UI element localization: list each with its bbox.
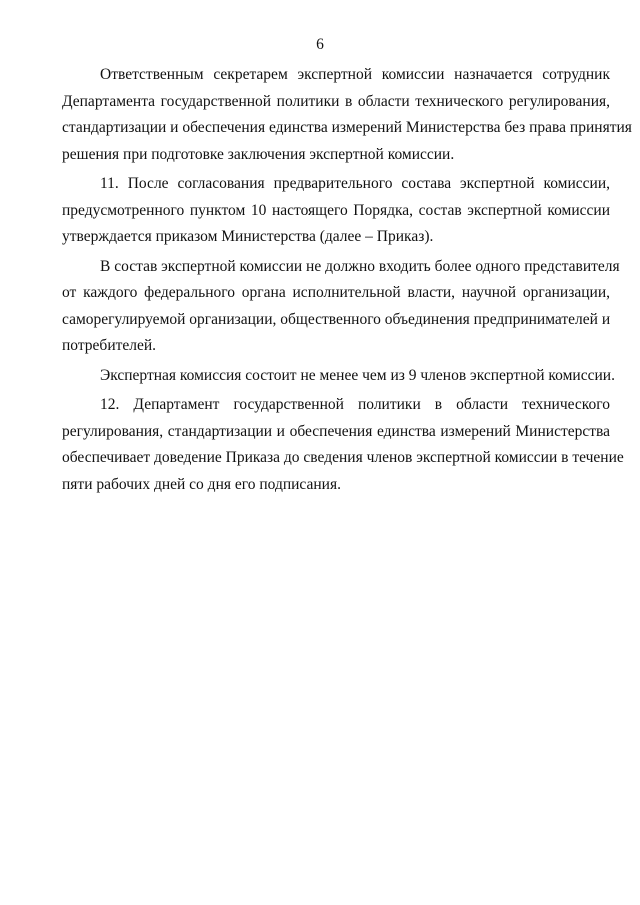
text-line: стандартизации и обеспечения единства измерений Министерства без права принятия bbox=[62, 119, 632, 136]
text-line: потребителей. bbox=[62, 337, 157, 354]
text-line: предусмотренного пунктом 10 настоящего Порядка, состав экспертной комиссии bbox=[62, 201, 610, 219]
text-line: утверждается приказом Министерства (далее – Приказ). bbox=[62, 228, 434, 245]
text-line: пяти рабочих дней со дня его подписания. bbox=[62, 475, 341, 493]
text-line: Экспертная комиссия состоит не менее чем из 9 членов экспертной комиссии. bbox=[100, 366, 615, 384]
paragraph-composition bbox=[62, 254, 620, 360]
text-line: от каждого федерального органа исполнительной власти, научной организации, bbox=[62, 284, 610, 301]
text-line: решения при подготовке заключения экспертной комиссии. bbox=[62, 145, 455, 163]
paragraph-secretary bbox=[62, 62, 632, 168]
paragraph-11 bbox=[62, 171, 610, 251]
text-line: В состав экспертной комиссии не должно входить более одного представителя bbox=[100, 257, 620, 275]
text-line: 11. После согласования предварительного состава экспертной комиссии, bbox=[100, 175, 610, 192]
page-number: 6 bbox=[316, 36, 324, 53]
text-line: обеспечивает доведение Приказа до сведения членов экспертной комиссии в течение bbox=[62, 449, 624, 466]
text-line: 12. Департамент государственной политики в области технического bbox=[100, 396, 610, 413]
text-line: Департамента государственной политики в области технического регулирования, bbox=[62, 92, 610, 110]
document-body bbox=[62, 62, 632, 501]
text-line: саморегулируемой организации, общественного объединения предпринимателей и bbox=[62, 310, 611, 328]
text-line: Ответственным секретарем экспертной комиссии назначается сотрудник bbox=[100, 66, 610, 83]
text-line: регулирования, стандартизации и обеспечения единства измерений Министерства bbox=[62, 422, 610, 440]
paragraph-members-count bbox=[62, 363, 615, 390]
paragraph-12 bbox=[62, 392, 624, 498]
